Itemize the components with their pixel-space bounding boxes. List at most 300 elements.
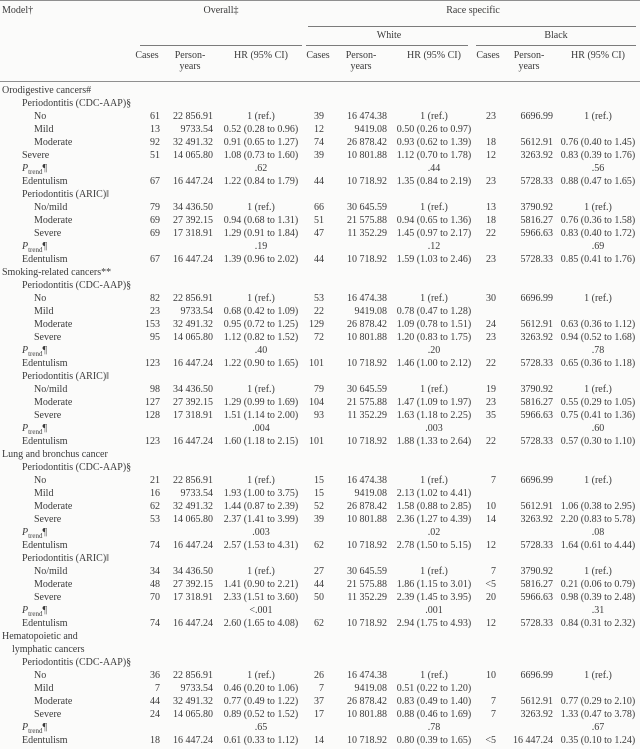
b-cases-cell	[480, 240, 500, 253]
row-label: $P_{trend}\P$	[22, 527, 48, 540]
w-hr-cell: 1 (ref.)	[420, 670, 448, 681]
o-hr-cell: 1.22 (0.90 to 1.65)	[223, 358, 299, 369]
white-person-years-header: Person-years	[345, 50, 377, 72]
o-person-years-cell: 32 491.32	[173, 137, 213, 148]
w-person-years-cell: 10 801.88	[347, 709, 387, 720]
w-person-years-cell: 16 474.38	[347, 670, 387, 681]
w-cases-cell	[308, 552, 332, 565]
w-cases-cell	[308, 461, 332, 474]
o-cases-cell	[134, 266, 162, 279]
w-hr-cell: .78	[427, 722, 441, 733]
o-hr-cell: .62	[254, 163, 268, 174]
b-hr-cell: 1 (ref.)	[584, 293, 612, 304]
b-cases-cell: 18	[486, 137, 496, 148]
w-person-years-cell: 26 878.42	[347, 319, 387, 330]
o-cases-cell	[134, 526, 162, 539]
o-hr-cell	[214, 461, 308, 474]
w-hr-cell: 1.59 (1.03 to 2.46)	[396, 254, 472, 265]
data-row	[0, 175, 640, 188]
w-cases-cell	[308, 630, 332, 643]
row-label: Severe	[34, 228, 62, 239]
o-person-years-cell	[162, 240, 214, 253]
ptrend-row	[0, 422, 640, 435]
b-cases-cell	[480, 97, 500, 110]
w-hr-cell: 2.94 (1.75 to 4.93)	[396, 618, 472, 629]
w-hr-cell: 1.88 (1.33 to 2.64)	[396, 436, 472, 447]
b-person-years-cell	[500, 188, 556, 201]
o-cases-cell	[134, 448, 162, 461]
o-hr-cell: 1 (ref.)	[247, 293, 275, 304]
row-label: No	[34, 111, 47, 122]
o-cases-cell	[134, 344, 162, 357]
row-label: Moderate	[34, 397, 73, 408]
o-hr-cell: 0.95 (0.72 to 1.25)	[223, 319, 299, 330]
o-person-years-cell: 9733.54	[180, 683, 213, 694]
b-hr-cell	[556, 552, 640, 565]
b-hr-cell: .56	[591, 163, 605, 174]
w-person-years-cell: 9419.08	[354, 488, 387, 499]
row-label: Edentulism	[22, 254, 68, 265]
o-hr-cell: .40	[254, 345, 268, 356]
row-label: Periodontitis (CDC-AAP)§	[22, 657, 132, 668]
o-cases-cell: 67	[150, 176, 160, 187]
b-person-years-cell: 5816.27	[520, 579, 553, 590]
section-row	[0, 643, 640, 656]
w-person-years-cell	[332, 162, 388, 175]
o-person-years-cell: 9733.54	[180, 488, 213, 499]
o-person-years-cell: 32 491.32	[173, 501, 213, 512]
w-cases-cell	[308, 370, 332, 383]
b-hr-cell	[556, 370, 640, 383]
o-person-years-cell: 17 318.91	[173, 410, 213, 421]
b-cases-cell: 24	[486, 319, 496, 330]
o-person-years-cell	[162, 84, 214, 97]
data-row	[0, 331, 640, 344]
b-cases-cell: 7	[491, 566, 496, 577]
b-cases-cell: 13	[486, 202, 496, 213]
section-row	[0, 630, 640, 643]
white-underline	[306, 45, 468, 46]
b-cases-cell: 23	[486, 176, 496, 187]
b-person-years-cell: 5816.27	[520, 215, 553, 226]
b-hr-cell: 0.65 (0.36 to 1.18)	[560, 358, 636, 369]
row-label: Periodontitis (ARIC)‖	[22, 553, 109, 564]
w-cases-cell: 47	[314, 228, 324, 239]
o-cases-cell: 7	[155, 683, 160, 694]
w-cases-cell: 14	[314, 735, 324, 746]
w-cases-cell: 22	[314, 306, 324, 317]
data-row	[0, 578, 640, 591]
b-cases-cell: 7	[491, 475, 496, 486]
b-person-years-cell: 5612.91	[520, 137, 553, 148]
row-label: Orodigestive cancers#	[2, 85, 92, 96]
w-hr-cell: 0.51 (0.22 to 1.20)	[396, 683, 472, 694]
w-hr-cell: 1 (ref.)	[420, 111, 448, 122]
ptrend-row	[0, 721, 640, 734]
o-cases-cell: 92	[150, 137, 160, 148]
b-cases-cell: <5	[485, 735, 496, 746]
o-person-years-cell: 34 436.50	[173, 566, 213, 577]
b-cases-cell	[480, 422, 500, 435]
b-person-years-cell	[500, 487, 556, 500]
b-hr-cell: 1 (ref.)	[584, 670, 612, 681]
o-hr-cell: .004	[252, 423, 270, 434]
o-hr-cell: 1 (ref.)	[247, 670, 275, 681]
data-row	[0, 591, 640, 604]
section-row	[0, 656, 640, 669]
w-person-years-cell	[332, 240, 388, 253]
o-person-years-cell	[162, 461, 214, 474]
b-person-years-cell	[500, 656, 556, 669]
b-hr-cell	[556, 97, 640, 110]
w-cases-cell: 50	[314, 592, 324, 603]
data-row	[0, 708, 640, 721]
w-person-years-cell	[332, 526, 388, 539]
w-cases-cell: 129	[309, 319, 324, 330]
b-hr-cell	[556, 630, 640, 643]
o-cases-cell	[134, 370, 162, 383]
b-person-years-cell: 3263.92	[520, 150, 553, 161]
o-hr-cell: 0.77 (0.49 to 1.22)	[223, 696, 299, 707]
o-person-years-cell: 22 856.91	[173, 670, 213, 681]
o-person-years-cell: 14 065.80	[173, 332, 213, 343]
o-person-years-cell: 22 856.91	[173, 475, 213, 486]
o-person-years-cell	[162, 266, 214, 279]
o-hr-cell: 1.29 (0.99 to 1.69)	[223, 397, 299, 408]
b-hr-cell: 0.76 (0.36 to 1.58)	[560, 215, 636, 226]
w-person-years-cell: 10 718.92	[347, 618, 387, 629]
w-person-years-cell: 10 718.92	[347, 254, 387, 265]
b-person-years-cell: 5966.63	[520, 410, 553, 421]
row-label: lymphatic cancers	[12, 644, 85, 655]
w-cases-cell	[308, 721, 332, 734]
o-person-years-cell: 9733.54	[180, 124, 213, 135]
o-person-years-cell: 16 447.24	[173, 358, 213, 369]
o-hr-cell: 2.60 (1.65 to 4.08)	[223, 618, 299, 629]
b-person-years-cell: 5728.33	[520, 358, 553, 369]
w-cases-cell: 44	[314, 176, 324, 187]
b-hr-cell	[556, 656, 640, 669]
row-label: Edentulism	[22, 436, 68, 447]
o-person-years-cell: 17 318.91	[173, 592, 213, 603]
b-cases-cell	[480, 344, 500, 357]
o-cases-cell: 98	[150, 384, 160, 395]
o-hr-cell: 1.60 (1.18 to 2.15)	[223, 436, 299, 447]
o-person-years-cell	[162, 162, 214, 175]
row-label: Moderate	[34, 579, 73, 590]
b-cases-cell: 22	[486, 358, 496, 369]
row-label: Severe	[34, 332, 62, 343]
w-person-years-cell	[332, 604, 388, 617]
o-person-years-cell: 16 447.24	[173, 618, 213, 629]
data-row	[0, 734, 640, 747]
w-hr-cell: .12	[427, 241, 441, 252]
o-hr-cell: 0.61 (0.33 to 1.12)	[223, 735, 299, 746]
w-hr-cell: .001	[425, 605, 443, 616]
b-hr-cell	[556, 266, 640, 279]
o-hr-cell	[214, 448, 308, 461]
b-person-years-cell	[500, 266, 556, 279]
b-person-years-cell	[500, 344, 556, 357]
b-hr-cell: 0.84 (0.31 to 2.32)	[560, 618, 636, 629]
row-label: No	[34, 293, 47, 304]
w-hr-cell: 1.47 (1.09 to 1.97)	[396, 397, 472, 408]
o-hr-cell: 1 (ref.)	[247, 111, 275, 122]
o-person-years-cell: 14 065.80	[173, 150, 213, 161]
w-person-years-cell	[332, 84, 388, 97]
o-hr-cell: .003	[252, 527, 270, 538]
b-person-years-cell: 6696.99	[520, 670, 553, 681]
o-cases-cell	[134, 422, 162, 435]
row-label: Moderate	[34, 215, 73, 226]
row-label: Severe	[34, 514, 62, 525]
o-cases-cell	[134, 656, 162, 669]
row-label: $P_{trend}\P$	[22, 423, 48, 436]
w-hr-cell: 1.86 (1.15 to 3.01)	[396, 579, 472, 590]
b-person-years-cell	[500, 422, 556, 435]
b-hr-cell: 0.21 (0.06 to 0.79)	[560, 579, 636, 590]
b-cases-cell	[480, 279, 500, 292]
o-hr-cell	[214, 552, 308, 565]
b-cases-cell: 22	[486, 228, 496, 239]
overall-hr-header: HR (95% CI)	[234, 50, 288, 61]
b-cases-cell: 7	[491, 709, 496, 720]
row-label: Moderate	[34, 696, 73, 707]
w-person-years-cell: 10 801.88	[347, 332, 387, 343]
o-hr-cell: 1.41 (0.90 to 2.21)	[223, 579, 299, 590]
b-cases-cell: 23	[486, 111, 496, 122]
data-row	[0, 383, 640, 396]
b-hr-cell	[556, 682, 640, 695]
row-label: $P_{trend}\P$	[22, 722, 48, 735]
w-cases-cell	[308, 643, 332, 656]
b-cases-cell	[480, 123, 500, 136]
o-person-years-cell: 27 392.15	[173, 215, 213, 226]
row-label: Severe	[34, 592, 62, 603]
b-cases-cell	[480, 656, 500, 669]
b-cases-cell: 23	[486, 332, 496, 343]
w-cases-cell: 52	[314, 501, 324, 512]
w-hr-cell: 0.80 (0.39 to 1.65)	[396, 735, 472, 746]
o-hr-cell	[214, 630, 308, 643]
b-hr-cell	[556, 487, 640, 500]
data-row	[0, 669, 640, 682]
o-hr-cell: 1.22 (0.84 to 1.79)	[223, 176, 299, 187]
w-hr-cell: .003	[425, 423, 443, 434]
data-row	[0, 396, 640, 409]
white-group-header: White	[376, 30, 402, 41]
w-cases-cell: 44	[314, 579, 324, 590]
b-person-years-cell	[500, 643, 556, 656]
b-cases-cell	[480, 188, 500, 201]
w-cases-cell: 104	[309, 397, 324, 408]
o-person-years-cell	[162, 643, 214, 656]
row-label: Mild	[34, 683, 54, 694]
w-person-years-cell	[332, 422, 388, 435]
black-group-header: Black	[544, 30, 568, 41]
w-cases-cell: 17	[314, 709, 324, 720]
w-person-years-cell: 26 878.42	[347, 137, 387, 148]
o-cases-cell: 123	[145, 436, 160, 447]
o-cases-cell	[134, 552, 162, 565]
b-hr-cell: 0.55 (0.29 to 1.05)	[560, 397, 636, 408]
o-cases-cell	[134, 604, 162, 617]
section-row	[0, 370, 640, 383]
o-person-years-cell: 16 447.24	[173, 176, 213, 187]
w-hr-cell: 1.09 (0.78 to 1.51)	[396, 319, 472, 330]
row-label: $P_{trend}\P$	[22, 163, 48, 176]
w-hr-cell: 1.35 (0.84 to 2.19)	[396, 176, 472, 187]
o-cases-cell	[134, 162, 162, 175]
o-cases-cell: 44	[150, 696, 160, 707]
b-person-years-cell	[500, 240, 556, 253]
b-cases-cell: 14	[486, 514, 496, 525]
b-hr-cell	[556, 448, 640, 461]
o-hr-cell: 1 (ref.)	[247, 475, 275, 486]
o-cases-cell	[134, 84, 162, 97]
b-cases-cell	[480, 305, 500, 318]
section-row	[0, 266, 640, 279]
o-hr-cell	[214, 84, 308, 97]
o-person-years-cell	[162, 630, 214, 643]
data-row	[0, 487, 640, 500]
b-hr-cell: .67	[591, 722, 605, 733]
w-cases-cell: 101	[309, 436, 324, 447]
data-row	[0, 682, 640, 695]
row-label: Mild	[34, 306, 54, 317]
o-person-years-cell: 16 447.24	[173, 735, 213, 746]
o-hr-cell: 2.57 (1.53 to 4.31)	[223, 540, 299, 551]
w-person-years-cell	[332, 721, 388, 734]
w-hr-cell: .02	[427, 527, 441, 538]
row-label: Mild	[34, 124, 54, 135]
w-hr-cell: 1.20 (0.83 to 1.75)	[396, 332, 472, 343]
w-hr-cell	[388, 84, 480, 97]
b-cases-cell: 19	[486, 384, 496, 395]
o-cases-cell: 127	[145, 397, 160, 408]
b-person-years-cell: 3263.92	[520, 709, 553, 720]
w-hr-cell: 1.58 (0.88 to 2.85)	[396, 501, 472, 512]
black-cases-header: Cases	[476, 50, 500, 61]
o-person-years-cell	[162, 656, 214, 669]
o-cases-cell: 95	[150, 332, 160, 343]
overall-person-years-header: Person-years	[174, 50, 206, 72]
b-cases-cell	[480, 487, 500, 500]
b-cases-cell	[480, 643, 500, 656]
b-hr-cell: 1.06 (0.38 to 2.95)	[560, 501, 636, 512]
w-cases-cell: 62	[314, 540, 324, 551]
w-cases-cell: 39	[314, 111, 324, 122]
ptrend-row	[0, 344, 640, 357]
b-hr-cell: 0.77 (0.29 to 2.10)	[560, 696, 636, 707]
o-cases-cell: 67	[150, 254, 160, 265]
b-person-years-cell	[500, 604, 556, 617]
w-cases-cell	[308, 604, 332, 617]
section-row	[0, 552, 640, 565]
w-person-years-cell	[332, 279, 388, 292]
w-person-years-cell: 9419.08	[354, 683, 387, 694]
w-person-years-cell: 10 801.88	[347, 514, 387, 525]
b-person-years-cell: 6696.99	[520, 111, 553, 122]
w-person-years-cell	[332, 552, 388, 565]
black-underline	[476, 45, 636, 46]
b-cases-cell: 12	[486, 540, 496, 551]
white-hr-header: HR (95% CI)	[407, 50, 461, 61]
w-cases-cell: 66	[314, 202, 324, 213]
b-cases-cell	[480, 448, 500, 461]
o-cases-cell	[134, 630, 162, 643]
w-person-years-cell	[332, 188, 388, 201]
w-cases-cell: 27	[314, 566, 324, 577]
b-cases-cell: 7	[491, 696, 496, 707]
o-hr-cell	[214, 188, 308, 201]
w-hr-cell: 1 (ref.)	[420, 293, 448, 304]
b-person-years-cell: 5728.33	[520, 540, 553, 551]
o-person-years-cell	[162, 370, 214, 383]
w-cases-cell: 62	[314, 618, 324, 629]
b-hr-cell: .69	[591, 241, 605, 252]
b-person-years-cell: 5816.27	[520, 397, 553, 408]
o-hr-cell: 2.33 (1.51 to 3.60)	[223, 592, 299, 603]
b-hr-cell: 0.88 (0.47 to 1.65)	[560, 176, 636, 187]
b-hr-cell	[556, 461, 640, 474]
w-cases-cell	[308, 162, 332, 175]
b-person-years-cell	[500, 162, 556, 175]
w-person-years-cell	[332, 266, 388, 279]
b-hr-cell: 1 (ref.)	[584, 475, 612, 486]
w-hr-cell: 1 (ref.)	[420, 475, 448, 486]
w-hr-cell: .44	[427, 163, 441, 174]
b-person-years-cell: 5728.33	[520, 436, 553, 447]
b-cases-cell: 10	[486, 670, 496, 681]
row-label: Mild	[34, 488, 54, 499]
b-cases-cell	[480, 461, 500, 474]
data-row	[0, 305, 640, 318]
w-hr-cell: 2.36 (1.27 to 4.39)	[396, 514, 472, 525]
data-row	[0, 110, 640, 123]
o-hr-cell: 1 (ref.)	[247, 384, 275, 395]
o-person-years-cell: 9733.54	[180, 306, 213, 317]
w-cases-cell	[308, 266, 332, 279]
w-cases-cell: 37	[314, 696, 324, 707]
w-cases-cell	[308, 526, 332, 539]
b-cases-cell	[480, 604, 500, 617]
w-person-years-cell: 26 878.42	[347, 501, 387, 512]
b-hr-cell: .08	[591, 527, 605, 538]
b-cases-cell: 20	[486, 592, 496, 603]
section-row	[0, 461, 640, 474]
b-person-years-cell	[500, 279, 556, 292]
b-person-years-cell	[500, 123, 556, 136]
b-person-years-cell	[500, 370, 556, 383]
w-cases-cell: 26	[314, 670, 324, 681]
o-person-years-cell: 27 392.15	[173, 397, 213, 408]
data-row	[0, 474, 640, 487]
b-cases-cell: 10	[486, 501, 496, 512]
o-cases-cell: 69	[150, 228, 160, 239]
o-person-years-cell: 16 447.24	[173, 540, 213, 551]
w-person-years-cell: 9419.08	[354, 124, 387, 135]
o-person-years-cell: 34 436.50	[173, 202, 213, 213]
w-person-years-cell: 10 718.92	[347, 358, 387, 369]
b-person-years-cell: 3790.92	[520, 202, 553, 213]
data-row	[0, 513, 640, 526]
row-label: Periodontitis (ARIC)‖	[22, 371, 109, 382]
o-cases-cell	[134, 188, 162, 201]
o-cases-cell: 51	[150, 150, 160, 161]
o-cases-cell: 36	[150, 670, 160, 681]
b-person-years-cell: 3790.92	[520, 566, 553, 577]
